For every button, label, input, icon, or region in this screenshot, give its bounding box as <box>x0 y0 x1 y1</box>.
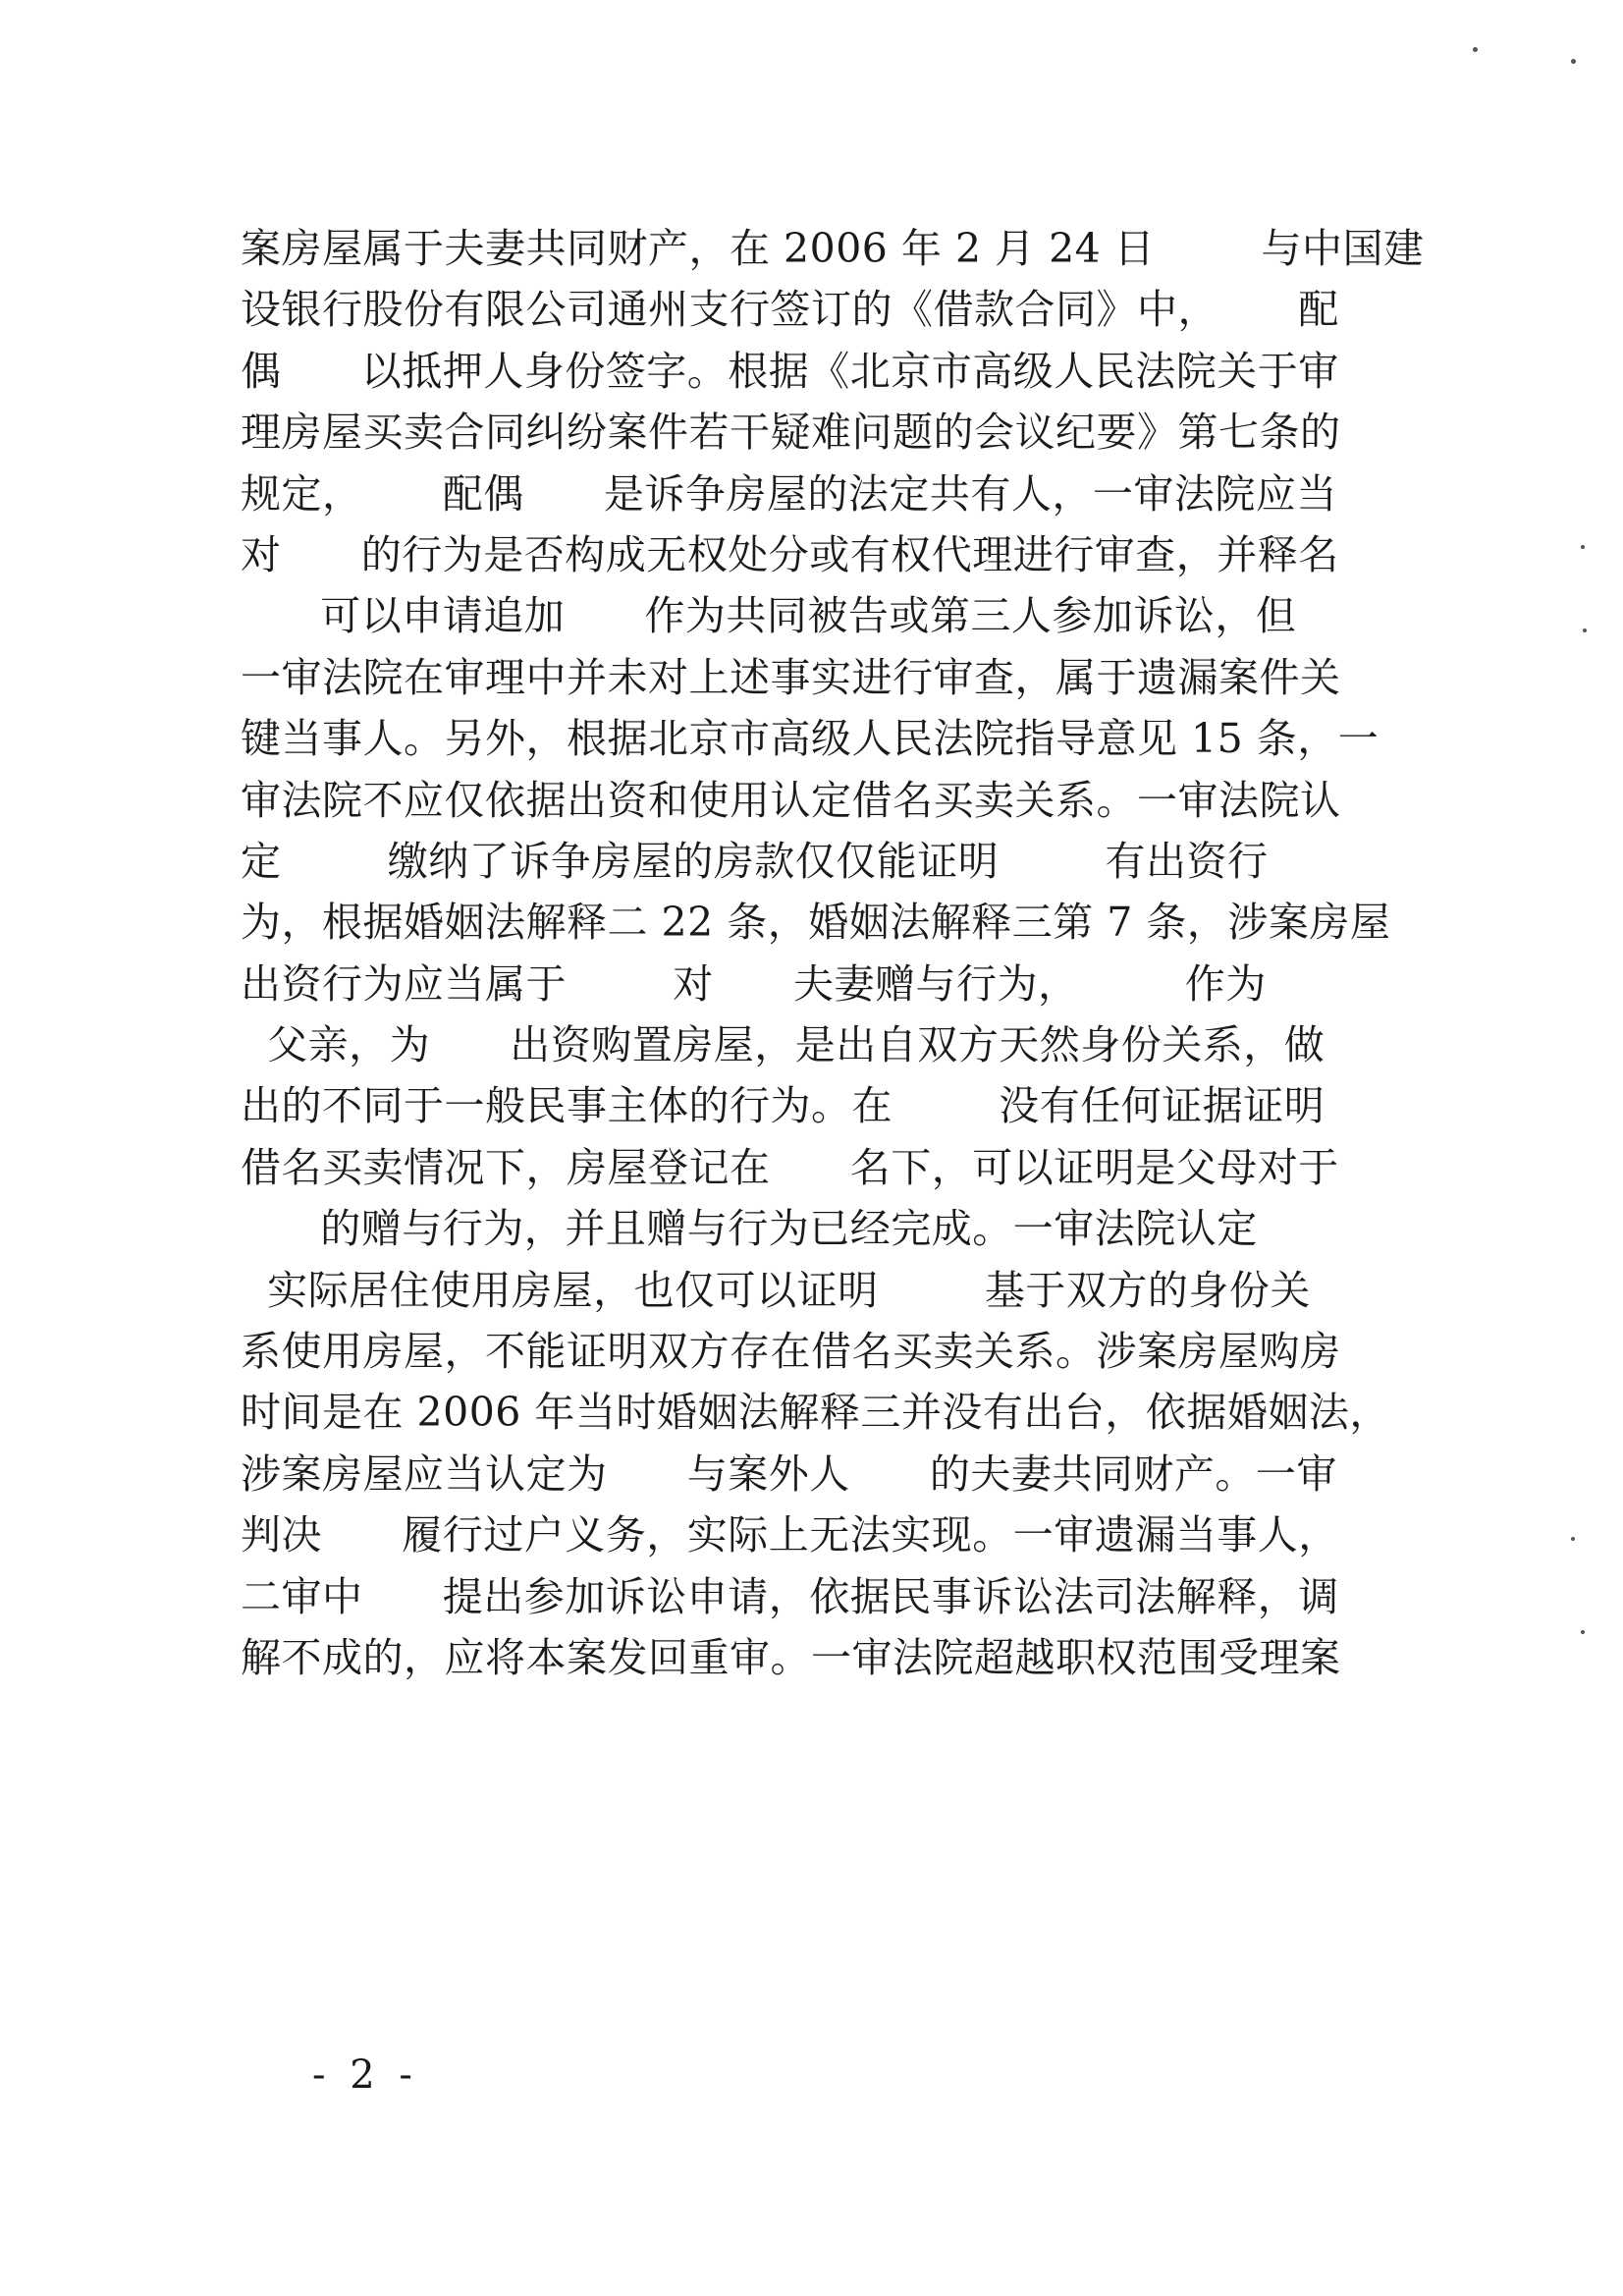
text-line: 键当事人。另外，根据北京市高级人民法院指导意见 15 条，一 <box>241 715 1380 763</box>
text-line: 借名买卖情况下，房屋登记在 名下，可以证明是父母对于 <box>241 1143 1339 1191</box>
text-line: 可以申请追加 作为共同被告或第三人参加诉讼，但 <box>241 592 1297 640</box>
scan-speck <box>1583 629 1587 632</box>
document-body <box>241 218 1458 1688</box>
text-line: 对 的行为是否构成无权处分或有权代理进行审查，并释名 <box>241 530 1339 578</box>
text-line: 解不成的，应将本案发回重审。一审法院超越职权范围受理案 <box>241 1633 1341 1681</box>
scan-speck <box>1581 545 1585 549</box>
text-line: 实际居住使用房屋，也仅可以证明 基于双方的身份关 <box>241 1266 1311 1314</box>
text-line: 判决 履行过户义务，实际上无法实现。一审遗漏当事人， <box>241 1511 1339 1559</box>
text-line: 为，根据婚姻法解释二 22 条，婚姻法解释三第 7 条，涉案房屋 <box>241 899 1391 947</box>
text-line: 出资行为应当属于 对 夫妻赠与行为， 作为 <box>241 959 1267 1008</box>
text-line: 涉案房屋应当认定为 与案外人 的夫妻共同财产。一审 <box>241 1449 1337 1498</box>
scan-speck <box>1473 47 1478 52</box>
text-line: 规定， 配偶 是诉争房屋的法定共有人，一审法院应当 <box>241 469 1337 518</box>
text-line: 偶 以抵押人身份签字。根据《北京市高级人民法院关于审 <box>241 347 1339 395</box>
text-line: 出的不同于一般民事主体的行为。在 没有任何证据证明 <box>241 1082 1325 1130</box>
text-line: 设银行股份有限公司通州支行签订的《借款合同》中， 配 <box>241 286 1339 334</box>
page-number: - 2 - <box>312 2052 418 2098</box>
text-line: 时间是在 2006 年当时婚姻法解释三并没有出台，依据婚姻法， <box>241 1389 1390 1437</box>
text-line: 一审法院在审理中并未对上述事实进行审查，属于遗漏案件关 <box>241 653 1341 701</box>
text-line: 案房屋属于夫妻共同财产，在 2006 年 2 月 24 日 与中国建 <box>241 225 1425 272</box>
scan-speck <box>1571 1537 1575 1541</box>
text-line: 系使用房屋，不能证明双方存在借名买卖关系。涉案房屋购房 <box>241 1328 1341 1376</box>
text-line: 审法院不应仅依据出资和使用认定借名买卖关系。一审法院认 <box>241 776 1341 824</box>
scan-speck <box>1571 59 1576 64</box>
scan-speck <box>1581 1630 1585 1634</box>
text-line: 理房屋买卖合同纠纷案件若干疑难问题的会议纪要》第七条的 <box>241 409 1341 457</box>
text-line: 的赠与行为，并且赠与行为已经完成。一审法院认定 <box>241 1205 1258 1253</box>
text-line: 二审中 提出参加诉讼申请，依据民事诉讼法司法解释，调 <box>241 1572 1339 1620</box>
text-line: 定 缴纳了诉争房屋的房款仅仅能证明 有出资行 <box>241 837 1269 885</box>
text-line: 父亲，为 出资购置房屋，是出自双方天然身份关系，做 <box>241 1021 1325 1069</box>
